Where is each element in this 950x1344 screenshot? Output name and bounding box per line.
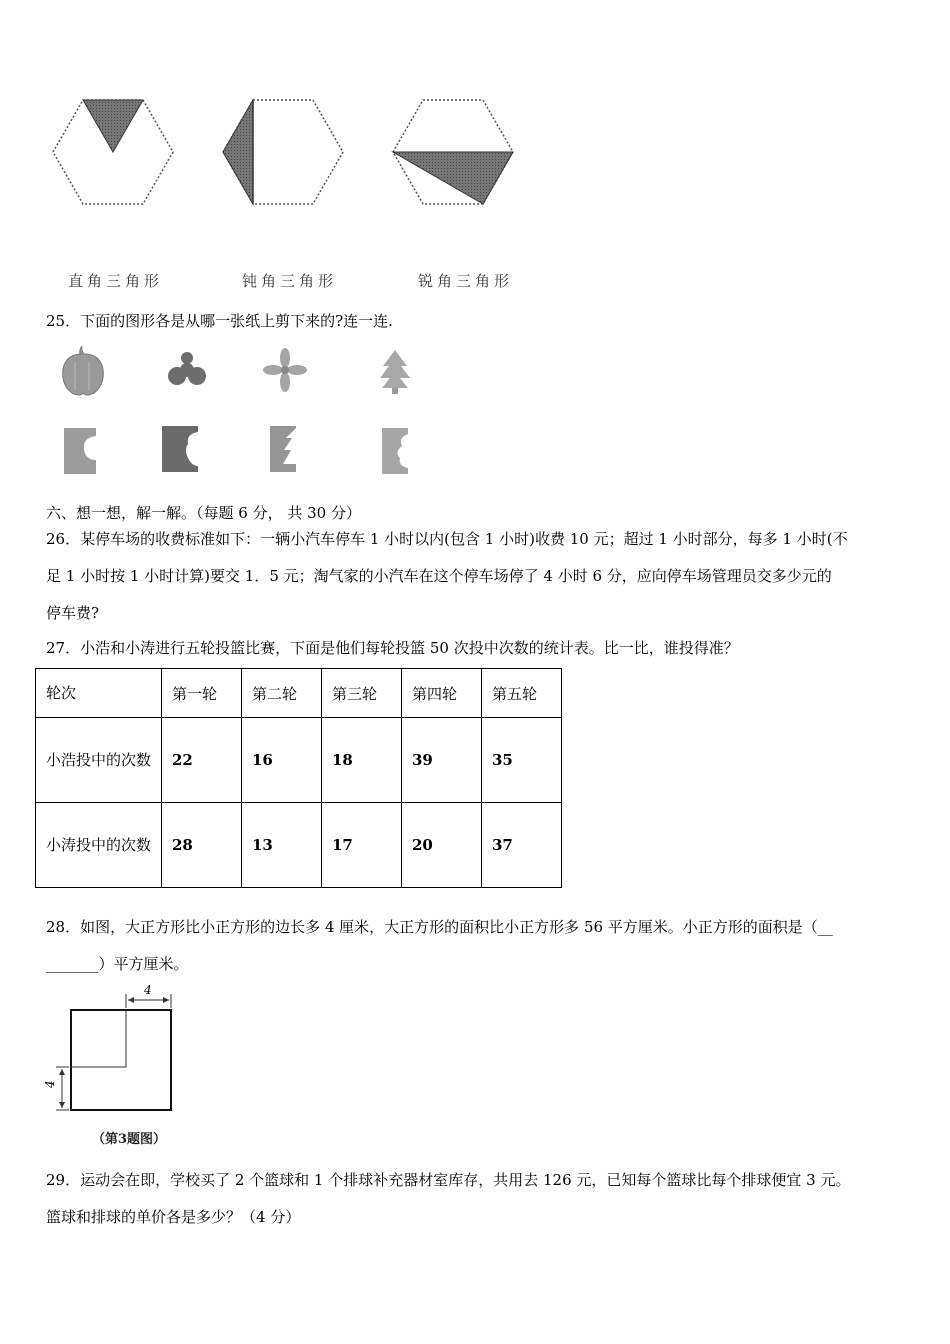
label-acute-triangle: 锐角三角形 <box>418 272 514 290</box>
table-header-cell: 第三轮 <box>322 669 402 718</box>
table-cell: 13 <box>242 803 322 888</box>
table-cell: 37 <box>482 803 562 888</box>
question-26-line3: 停车费? <box>46 604 100 622</box>
label-right-triangle: 直角三角形 <box>68 272 164 290</box>
table-cell: 18 <box>322 718 402 803</box>
dim-label-left: 4 <box>43 1080 57 1088</box>
table-header-cell: 第四轮 <box>402 669 482 718</box>
table-header-cell: 第五轮 <box>482 669 562 718</box>
table-cell: 22 <box>162 718 242 803</box>
cutout-shapes <box>50 340 430 485</box>
question-26-line1: 26．某停车场的收费标准如下：一辆小汽车停车 1 小时以内(包含 1 小时)收费 10 元；超过 1 小时部分，每多 1 小时(不 <box>46 530 848 548</box>
gourd-shape-icon <box>168 352 206 385</box>
hexagon-acute-triangle <box>393 100 513 204</box>
paper-gourd-cutout <box>162 426 198 472</box>
table-cell: 35 <box>482 718 562 803</box>
paper-flower-cutout <box>382 428 408 474</box>
dim-label-top: 4 <box>144 983 152 997</box>
squares-diagram <box>40 980 190 1115</box>
basketball-stats-table <box>35 668 562 888</box>
flower-shape-icon <box>263 348 307 392</box>
table-row-label: 小浩投中的次数 <box>36 718 162 803</box>
question-26-line2: 足 1 小时按 1 小时计算)要交 1．5 元；淘气家的小汽车在这个停车场停了 4 小时 6 分，应向停车场管理员交多少元的 <box>46 567 832 585</box>
figure-caption: （第3题图） <box>92 1132 167 1147</box>
apple-shape-icon <box>63 346 104 395</box>
table-cell: 28 <box>162 803 242 888</box>
table-cell: 39 <box>402 718 482 803</box>
question-29-line1: 29．运动会在即，学校买了 2 个篮球和 1 个排球补充器材室库存，共用去 126 元，已知每个篮球比每个排球便宜 3 元。 <box>46 1171 851 1189</box>
label-obtuse-triangle: 钝角三角形 <box>242 272 338 290</box>
table-row <box>36 718 562 803</box>
question-28-line1: 28．如图，大正方形比小正方形的边长多 4 厘米，大正方形的面积比小正方形多 56 平方厘米。小正方形的面积是（__ <box>46 918 833 936</box>
question-29-line2: 篮球和排球的单价各是多少？（4 分） <box>46 1208 301 1226</box>
paper-apple-cutout <box>64 428 96 474</box>
table-header-cell: 第二轮 <box>242 669 322 718</box>
table-cell: 16 <box>242 718 322 803</box>
section-6-heading: 六、想一想，解一解。（每题 6 分， 共 30 分） <box>46 504 361 522</box>
question-27: 27．小浩和小涛进行五轮投篮比赛，下面是他们每轮投篮 50 次投中次数的统计表。比一比，谁投得准？ <box>46 639 739 657</box>
hexagon-obtuse-triangle <box>223 100 343 204</box>
question-25: 25．下面的图形各是从哪一张纸上剪下来的?连一连. <box>46 312 393 330</box>
paper-tree-cutout <box>270 426 296 472</box>
hexagon-right-triangle <box>53 100 173 204</box>
table-header-cell: 第一轮 <box>162 669 242 718</box>
table-row <box>36 803 562 888</box>
table-header-row <box>36 669 562 718</box>
table-header-cell: 轮次 <box>36 669 162 718</box>
table-cell: 20 <box>402 803 482 888</box>
question-28-line2: _______）平方厘米。 <box>46 955 189 973</box>
table-row-label: 小涛投中的次数 <box>36 803 162 888</box>
hexagon-figures <box>0 90 560 215</box>
tree-shape-icon <box>380 350 410 394</box>
table-cell: 17 <box>322 803 402 888</box>
